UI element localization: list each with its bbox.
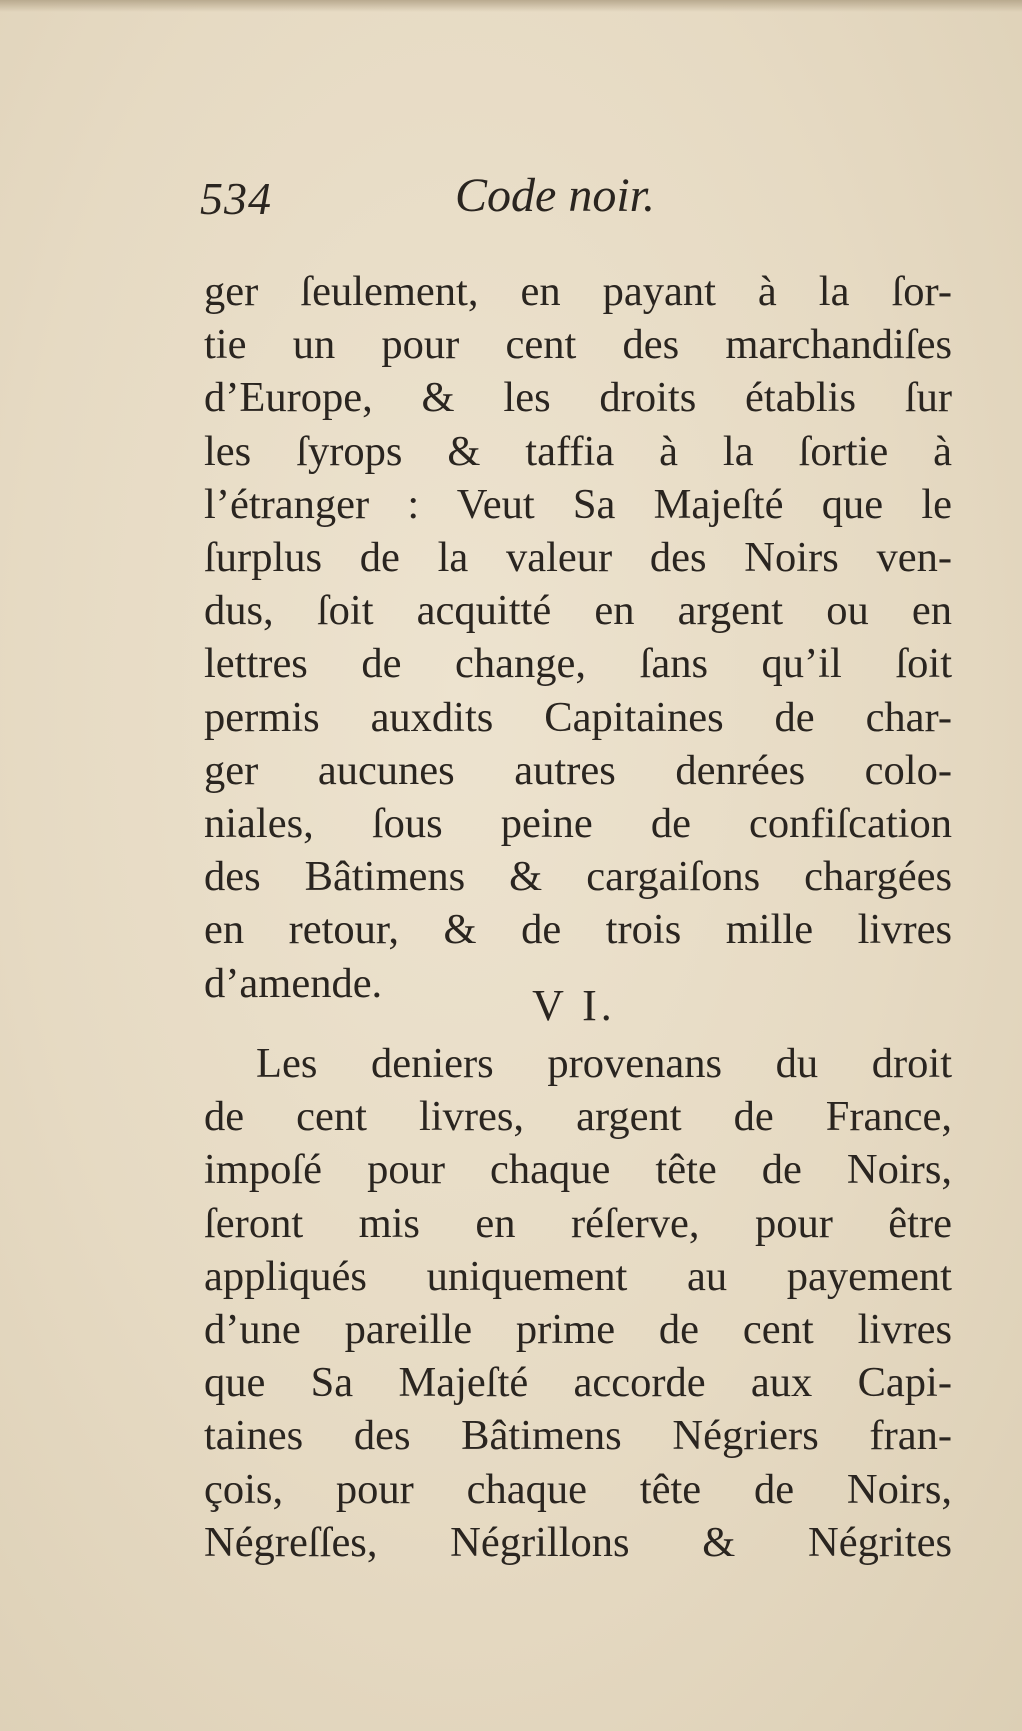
paragraph-continuation — [204, 265, 952, 1010]
text-line: les ſyrops & taffia à la ſortie à — [204, 427, 952, 475]
text-line: des Bâtimens & cargaiſons chargées — [204, 853, 952, 901]
text-line: ſurplus de la valeur des Noirs ven- — [204, 534, 952, 582]
text-line: ger aucunes autres denrées colo- — [204, 746, 952, 794]
text-line: impoſé pour chaque tête de Noirs, — [204, 1146, 952, 1194]
text-line: taines des Bâtimens Négriers fran- — [204, 1412, 952, 1460]
text-line: appliqués uniquement au payement — [204, 1252, 952, 1300]
text-line: en retour, & de trois mille livres — [204, 906, 952, 954]
page-number: 534 — [200, 173, 272, 224]
text-line: d’Europe, & les droits établis ſur — [204, 374, 952, 422]
text-line: ger ſeulement, en payant à la ſor- — [204, 268, 952, 315]
text-line: dus, ſoit acquitté en argent ou en — [204, 587, 952, 635]
text-line: Les deniers provenans du droit — [256, 1040, 952, 1087]
text-line: lettres de change, ſans qu’il ſoit — [204, 640, 952, 688]
text-line: çois, pour chaque tête de Noirs, — [204, 1465, 952, 1513]
text-line: de cent livres, argent de France, — [204, 1093, 952, 1141]
text-line: l’étranger : Veut Sa Majeſté que le — [204, 480, 952, 528]
text-line: ſeront mis en réſerve, pour être — [204, 1199, 952, 1247]
text-line: d’amende. — [204, 959, 383, 1007]
text-line: tie un pour cent des marchandiſes — [204, 321, 952, 369]
text-line: Négreſſes, Négrillons & Négrites — [204, 1518, 952, 1566]
running-title: Code noir. — [455, 169, 656, 222]
text-line: d’une pareille prime de cent livres — [204, 1306, 952, 1354]
text-line: que Sa Majeſté accorde aux Capi- — [204, 1359, 952, 1407]
section-heading: V I. — [532, 981, 616, 1030]
text-line: niales, ſous peine de confiſcation — [204, 800, 952, 848]
text-line: permis auxdits Capitaines de char- — [204, 693, 952, 741]
paragraph-article-vi — [204, 1037, 952, 1569]
running-head — [200, 168, 960, 238]
